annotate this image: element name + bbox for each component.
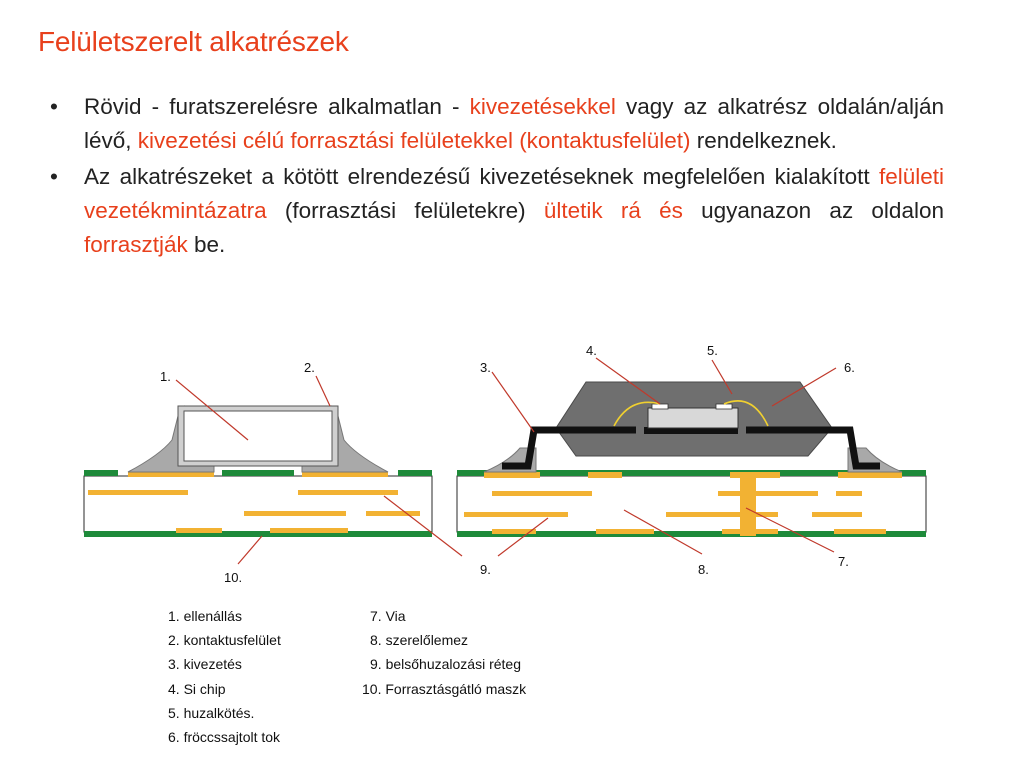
bullet-segment-highlight: felületi vezetékmintázatra bbox=[84, 164, 944, 223]
bullet-segment-highlight: kivezetési célú forrasztási felületekkel (kontaktusfelület) bbox=[137, 128, 691, 153]
label-10: 10. bbox=[224, 570, 243, 585]
legend-item: 8. szerelőlemez bbox=[370, 632, 469, 649]
legend-item: 1. ellenállás bbox=[168, 608, 242, 624]
label-8: 8. bbox=[698, 562, 709, 577]
label-3: 3. bbox=[480, 360, 491, 375]
si-chip bbox=[648, 408, 738, 428]
bullet-segment-highlight: kivezetésekkel bbox=[469, 94, 616, 119]
inner-trace bbox=[244, 511, 346, 516]
contact-pad bbox=[302, 472, 388, 477]
label-2: 2. bbox=[304, 360, 315, 375]
inner-trace bbox=[836, 491, 862, 496]
bottom-trace bbox=[176, 528, 222, 533]
inner-trace bbox=[88, 490, 188, 495]
label-5: 5. bbox=[707, 343, 718, 358]
contact-pad bbox=[838, 472, 902, 478]
bullet-segment: (forrasztási felületekre) bbox=[266, 198, 544, 223]
bullet-segment-highlight: ültetik rá és bbox=[543, 198, 683, 223]
legend-left bbox=[168, 604, 281, 749]
solder-mask-bottom bbox=[84, 531, 432, 537]
bond-pad bbox=[716, 404, 732, 409]
inner-trace bbox=[366, 511, 420, 516]
resistor-body bbox=[184, 411, 332, 461]
bullet-marker: • bbox=[50, 164, 58, 189]
legend-item: 6. fröccssajtolt tok bbox=[168, 729, 281, 746]
pointer-line bbox=[492, 372, 534, 432]
legend-item: 10. Forrasztásgátló maszk bbox=[362, 680, 527, 697]
bullet-segment: vagy az alkatrész oldalán/alján lévő, bbox=[84, 94, 944, 153]
solder-mask-top bbox=[398, 470, 432, 476]
solder-mask-top bbox=[222, 470, 294, 476]
inner-trace bbox=[812, 512, 862, 517]
bottom-trace bbox=[596, 529, 654, 534]
right-assembly bbox=[457, 343, 926, 577]
contact-pad bbox=[128, 472, 214, 477]
label-9: 9. bbox=[480, 562, 491, 577]
legend-item: 9. belsőhuzalozási réteg bbox=[370, 656, 521, 673]
page-title: Felületszerelt alkatrészek bbox=[38, 26, 349, 57]
left-assembly bbox=[84, 360, 462, 585]
inner-trace bbox=[298, 490, 398, 495]
label-7: 7. bbox=[838, 554, 849, 569]
bullet-segment: be. bbox=[187, 232, 226, 257]
bullet-segment: Rövid - furatszerelésre alkalmatlan - bbox=[84, 94, 470, 119]
pointer-line bbox=[316, 376, 330, 406]
inner-trace bbox=[464, 512, 568, 517]
bullet-marker: • bbox=[50, 94, 58, 119]
legend-item: 4. Si chip bbox=[168, 680, 226, 697]
contact-pad bbox=[588, 472, 622, 478]
bullet-segment: Az alkatrészeket a kötött elrendezésű kivezetéseknek megfelelően kialakított bbox=[84, 164, 879, 189]
contact-pad bbox=[484, 472, 540, 478]
bullet-segment: ugyanazon az oldalon bbox=[682, 198, 944, 223]
bond-pad bbox=[652, 404, 668, 409]
label-4: 4. bbox=[586, 343, 597, 358]
inner-trace bbox=[492, 491, 592, 496]
label-6: 6. bbox=[844, 360, 855, 375]
solder-mask-top bbox=[84, 470, 118, 476]
pcb-board-left bbox=[84, 476, 432, 532]
legend-item: 2. kontaktusfelület bbox=[168, 632, 281, 649]
legend-item: 7. Via bbox=[370, 608, 406, 624]
bullet-segment-highlight: forrasztják bbox=[84, 232, 188, 257]
legend-right bbox=[362, 604, 526, 701]
legend-item: 3. kivezetés bbox=[168, 656, 242, 673]
pointer-line bbox=[238, 536, 262, 564]
inner-trace bbox=[718, 491, 818, 496]
legend-item: 5. huzalkötés. bbox=[168, 704, 255, 721]
label-1: 1. bbox=[160, 369, 171, 384]
bottom-trace bbox=[270, 528, 348, 533]
bottom-trace bbox=[834, 529, 886, 534]
via bbox=[740, 474, 756, 536]
pcb-board-right bbox=[457, 476, 926, 532]
bullet-segment: rendelkeznek. bbox=[690, 128, 837, 153]
